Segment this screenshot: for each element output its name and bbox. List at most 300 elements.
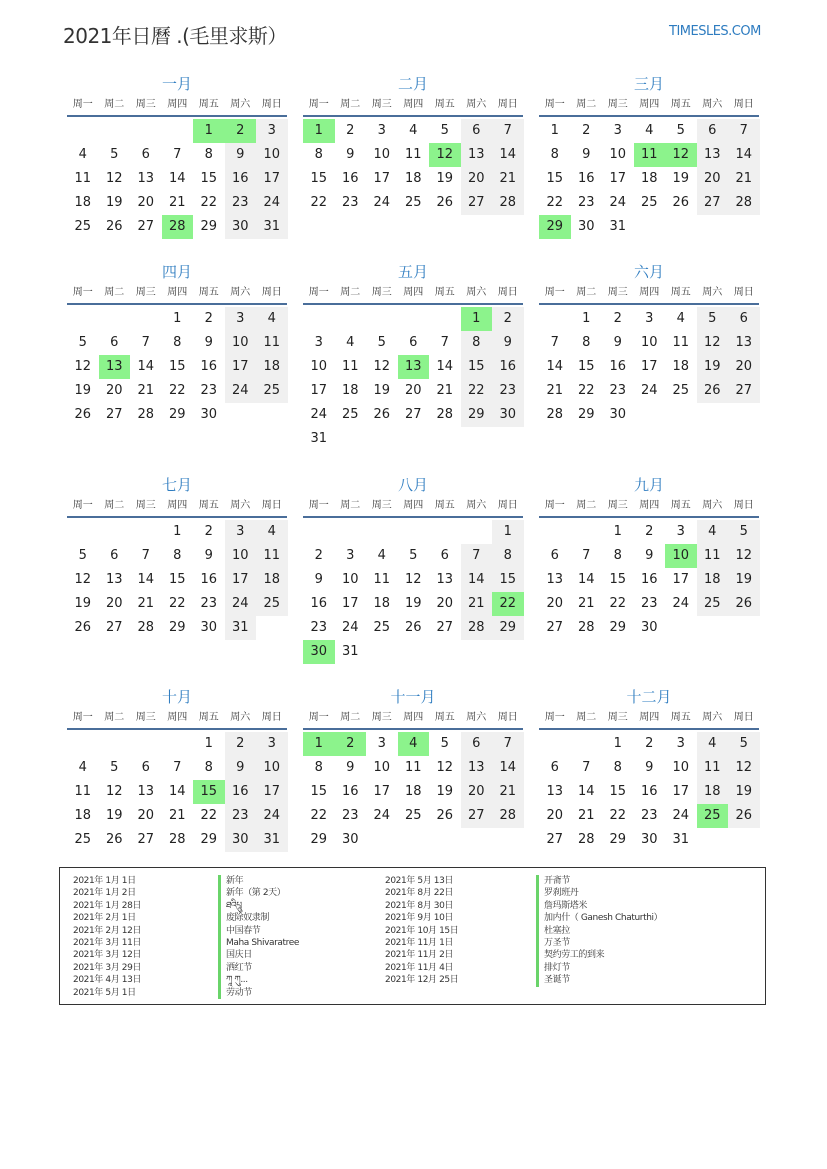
- day-cell[interactable]: 2: [225, 732, 257, 756]
- day-cell[interactable]: 4: [676, 311, 685, 326]
- day-cell[interactable]: 15: [200, 171, 218, 186]
- day-cell[interactable]: 12: [74, 572, 92, 587]
- day-cell[interactable]: 19: [74, 383, 92, 398]
- day-cell[interactable]: 30: [200, 407, 218, 422]
- day-cell[interactable]: 3: [377, 736, 386, 751]
- day-cell[interactable]: 13: [546, 572, 564, 587]
- day-cell[interactable]: 20: [546, 808, 564, 823]
- day-cell[interactable]: 28: [137, 620, 155, 635]
- holiday-day[interactable]: 15: [193, 780, 225, 804]
- day-cell[interactable]: 12: [74, 359, 92, 374]
- day-cell[interactable]: 19: [404, 596, 422, 611]
- day-cell[interactable]: 28: [137, 407, 155, 422]
- day-cell[interactable]: 14: [546, 359, 564, 374]
- day-cell[interactable]: 25: [404, 808, 422, 823]
- day-cell[interactable]: 7: [728, 119, 760, 143]
- day-cell[interactable]: 22: [310, 195, 328, 210]
- holiday-day[interactable]: 12: [429, 143, 461, 167]
- day-cell[interactable]: 6: [440, 548, 449, 563]
- day-cell[interactable]: 3: [377, 123, 386, 138]
- day-cell[interactable]: 18: [672, 359, 690, 374]
- day-cell[interactable]: 3: [676, 524, 685, 539]
- day-cell[interactable]: 5: [676, 123, 685, 138]
- day-cell[interactable]: 6: [461, 732, 493, 756]
- day-cell[interactable]: 18: [373, 596, 391, 611]
- day-cell[interactable]: 8: [461, 331, 493, 355]
- site-logo[interactable]: TIMESLES.COM: [669, 24, 761, 39]
- day-cell[interactable]: 23: [341, 195, 359, 210]
- day-cell[interactable]: 11: [74, 171, 92, 186]
- day-cell[interactable]: 8: [314, 147, 323, 162]
- day-cell[interactable]: 28: [436, 407, 454, 422]
- day-cell[interactable]: 31: [225, 616, 257, 640]
- holiday-day[interactable]: 1: [461, 307, 493, 331]
- day-cell[interactable]: 12: [728, 756, 760, 780]
- day-cell[interactable]: 25: [74, 832, 92, 847]
- day-cell[interactable]: 11: [256, 544, 288, 568]
- day-cell[interactable]: 29: [577, 407, 595, 422]
- day-cell[interactable]: 2: [613, 311, 622, 326]
- day-cell[interactable]: 14: [137, 359, 155, 374]
- day-cell[interactable]: 11: [697, 756, 729, 780]
- day-cell[interactable]: 9: [204, 335, 213, 350]
- day-cell[interactable]: 23: [341, 808, 359, 823]
- day-cell[interactable]: 22: [310, 808, 328, 823]
- day-cell[interactable]: 14: [137, 572, 155, 587]
- day-cell[interactable]: 7: [141, 335, 150, 350]
- day-cell[interactable]: 4: [78, 147, 87, 162]
- day-cell[interactable]: 21: [436, 383, 454, 398]
- day-cell[interactable]: 9: [225, 143, 257, 167]
- day-cell[interactable]: 27: [461, 804, 493, 828]
- day-cell[interactable]: 11: [256, 331, 288, 355]
- day-cell[interactable]: 10: [672, 760, 690, 775]
- day-cell[interactable]: 28: [492, 804, 524, 828]
- day-cell[interactable]: 19: [697, 355, 729, 379]
- day-cell[interactable]: 18: [404, 784, 422, 799]
- day-cell[interactable]: 29: [609, 832, 627, 847]
- day-cell[interactable]: 25: [74, 219, 92, 234]
- day-cell[interactable]: 30: [200, 620, 218, 635]
- day-cell[interactable]: 30: [577, 219, 595, 234]
- day-cell[interactable]: 2: [645, 524, 654, 539]
- day-cell[interactable]: 22: [546, 195, 564, 210]
- day-cell[interactable]: 7: [582, 548, 591, 563]
- day-cell[interactable]: 9: [492, 331, 524, 355]
- day-cell[interactable]: 4: [256, 307, 288, 331]
- day-cell[interactable]: 31: [341, 644, 359, 659]
- day-cell[interactable]: 16: [200, 572, 218, 587]
- day-cell[interactable]: 27: [105, 620, 123, 635]
- day-cell[interactable]: 26: [105, 219, 123, 234]
- day-cell[interactable]: 19: [672, 171, 690, 186]
- day-cell[interactable]: 30: [640, 620, 658, 635]
- day-cell[interactable]: 15: [492, 568, 524, 592]
- holiday-day[interactable]: 30: [303, 640, 335, 664]
- day-cell[interactable]: 22: [461, 379, 493, 403]
- day-cell[interactable]: 8: [550, 147, 559, 162]
- day-cell[interactable]: 17: [672, 784, 690, 799]
- day-cell[interactable]: 24: [225, 379, 257, 403]
- day-cell[interactable]: 12: [105, 784, 123, 799]
- day-cell[interactable]: 13: [137, 171, 155, 186]
- day-cell[interactable]: 27: [546, 620, 564, 635]
- day-cell[interactable]: 20: [436, 596, 454, 611]
- day-cell[interactable]: 8: [173, 548, 182, 563]
- day-cell[interactable]: 9: [314, 572, 323, 587]
- day-cell[interactable]: 25: [697, 592, 729, 616]
- day-cell[interactable]: 8: [492, 544, 524, 568]
- day-cell[interactable]: 27: [137, 832, 155, 847]
- day-cell[interactable]: 19: [436, 171, 454, 186]
- day-cell[interactable]: 9: [346, 147, 355, 162]
- day-cell[interactable]: 25: [341, 407, 359, 422]
- day-cell[interactable]: 2: [582, 123, 591, 138]
- day-cell[interactable]: 27: [105, 407, 123, 422]
- day-cell[interactable]: 26: [728, 804, 760, 828]
- day-cell[interactable]: 16: [492, 355, 524, 379]
- day-cell[interactable]: 19: [74, 596, 92, 611]
- day-cell[interactable]: 3: [225, 307, 257, 331]
- day-cell[interactable]: 2: [645, 736, 654, 751]
- day-cell[interactable]: 16: [341, 784, 359, 799]
- day-cell[interactable]: 30: [341, 832, 359, 847]
- day-cell[interactable]: 14: [168, 171, 186, 186]
- day-cell[interactable]: 30: [492, 403, 524, 427]
- day-cell[interactable]: 24: [672, 596, 690, 611]
- day-cell[interactable]: 21: [137, 383, 155, 398]
- day-cell[interactable]: 17: [256, 167, 288, 191]
- day-cell[interactable]: 10: [310, 359, 328, 374]
- day-cell[interactable]: 10: [609, 147, 627, 162]
- day-cell[interactable]: 16: [200, 359, 218, 374]
- day-cell[interactable]: 26: [436, 808, 454, 823]
- day-cell[interactable]: 29: [200, 832, 218, 847]
- day-cell[interactable]: 28: [577, 620, 595, 635]
- day-cell[interactable]: 17: [672, 572, 690, 587]
- holiday-day[interactable]: 10: [665, 544, 697, 568]
- day-cell[interactable]: 12: [105, 171, 123, 186]
- day-cell[interactable]: 23: [609, 383, 627, 398]
- day-cell[interactable]: 24: [341, 620, 359, 635]
- day-cell[interactable]: 22: [577, 383, 595, 398]
- day-cell[interactable]: 13: [137, 784, 155, 799]
- day-cell[interactable]: 7: [550, 335, 559, 350]
- day-cell[interactable]: 9: [645, 548, 654, 563]
- day-cell[interactable]: 18: [697, 780, 729, 804]
- day-cell[interactable]: 30: [225, 828, 257, 852]
- day-cell[interactable]: 1: [492, 520, 524, 544]
- day-cell[interactable]: 27: [546, 832, 564, 847]
- day-cell[interactable]: 17: [373, 784, 391, 799]
- day-cell[interactable]: 3: [613, 123, 622, 138]
- day-cell[interactable]: 26: [697, 379, 729, 403]
- day-cell[interactable]: 15: [168, 359, 186, 374]
- day-cell[interactable]: 26: [672, 195, 690, 210]
- day-cell[interactable]: 13: [105, 572, 123, 587]
- day-cell[interactable]: 2: [204, 311, 213, 326]
- day-cell[interactable]: 20: [105, 383, 123, 398]
- day-cell[interactable]: 1: [173, 524, 182, 539]
- day-cell[interactable]: 23: [200, 596, 218, 611]
- day-cell[interactable]: 7: [582, 760, 591, 775]
- day-cell[interactable]: 27: [436, 620, 454, 635]
- day-cell[interactable]: 9: [346, 760, 355, 775]
- day-cell[interactable]: 17: [640, 359, 658, 374]
- day-cell[interactable]: 16: [640, 572, 658, 587]
- day-cell[interactable]: 16: [577, 171, 595, 186]
- day-cell[interactable]: 13: [461, 143, 493, 167]
- day-cell[interactable]: 16: [640, 784, 658, 799]
- day-cell[interactable]: 10: [373, 147, 391, 162]
- day-cell[interactable]: 15: [168, 572, 186, 587]
- day-cell[interactable]: 28: [577, 832, 595, 847]
- day-cell[interactable]: 25: [640, 195, 658, 210]
- day-cell[interactable]: 26: [373, 407, 391, 422]
- day-cell[interactable]: 7: [440, 335, 449, 350]
- day-cell[interactable]: 30: [640, 832, 658, 847]
- day-cell[interactable]: 25: [256, 379, 288, 403]
- day-cell[interactable]: 10: [341, 572, 359, 587]
- day-cell[interactable]: 17: [609, 171, 627, 186]
- day-cell[interactable]: 6: [110, 335, 119, 350]
- day-cell[interactable]: 27: [728, 379, 760, 403]
- day-cell[interactable]: 11: [74, 784, 92, 799]
- day-cell[interactable]: 24: [672, 808, 690, 823]
- day-cell[interactable]: 1: [173, 311, 182, 326]
- day-cell[interactable]: 28: [461, 616, 493, 640]
- day-cell[interactable]: 4: [346, 335, 355, 350]
- day-cell[interactable]: 9: [613, 335, 622, 350]
- day-cell[interactable]: 25: [404, 195, 422, 210]
- day-cell[interactable]: 17: [373, 171, 391, 186]
- day-cell[interactable]: 11: [373, 572, 391, 587]
- day-cell[interactable]: 20: [461, 167, 493, 191]
- day-cell[interactable]: 2: [314, 548, 323, 563]
- day-cell[interactable]: 5: [110, 760, 119, 775]
- day-cell[interactable]: 23: [640, 596, 658, 611]
- day-cell[interactable]: 23: [310, 620, 328, 635]
- day-cell[interactable]: 5: [377, 335, 386, 350]
- day-cell[interactable]: 11: [404, 760, 422, 775]
- day-cell[interactable]: 20: [404, 383, 422, 398]
- day-cell[interactable]: 5: [728, 732, 760, 756]
- day-cell[interactable]: 17: [341, 596, 359, 611]
- day-cell[interactable]: 4: [409, 123, 418, 138]
- day-cell[interactable]: 6: [550, 548, 559, 563]
- day-cell[interactable]: 14: [492, 756, 524, 780]
- day-cell[interactable]: 2: [204, 524, 213, 539]
- day-cell[interactable]: 10: [225, 544, 257, 568]
- day-cell[interactable]: 8: [314, 760, 323, 775]
- day-cell[interactable]: 21: [137, 596, 155, 611]
- day-cell[interactable]: 24: [310, 407, 328, 422]
- day-cell[interactable]: 3: [676, 736, 685, 751]
- day-cell[interactable]: 14: [577, 572, 595, 587]
- day-cell[interactable]: 15: [609, 784, 627, 799]
- day-cell[interactable]: 23: [225, 804, 257, 828]
- day-cell[interactable]: 17: [256, 780, 288, 804]
- day-cell[interactable]: 12: [373, 359, 391, 374]
- day-cell[interactable]: 14: [728, 143, 760, 167]
- day-cell[interactable]: 10: [225, 331, 257, 355]
- day-cell[interactable]: 15: [546, 171, 564, 186]
- holiday-day[interactable]: 2: [225, 119, 257, 143]
- day-cell[interactable]: 5: [728, 520, 760, 544]
- day-cell[interactable]: 21: [492, 780, 524, 804]
- day-cell[interactable]: 24: [609, 195, 627, 210]
- day-cell[interactable]: 24: [256, 191, 288, 215]
- day-cell[interactable]: 11: [404, 147, 422, 162]
- day-cell[interactable]: 18: [404, 171, 422, 186]
- day-cell[interactable]: 26: [74, 407, 92, 422]
- day-cell[interactable]: 19: [436, 784, 454, 799]
- day-cell[interactable]: 3: [225, 520, 257, 544]
- day-cell[interactable]: 5: [78, 335, 87, 350]
- day-cell[interactable]: 2: [492, 307, 524, 331]
- holiday-day[interactable]: 29: [539, 215, 571, 239]
- day-cell[interactable]: 25: [373, 620, 391, 635]
- day-cell[interactable]: 7: [492, 119, 524, 143]
- day-cell[interactable]: 4: [78, 760, 87, 775]
- day-cell[interactable]: 22: [609, 808, 627, 823]
- day-cell[interactable]: 6: [141, 760, 150, 775]
- day-cell[interactable]: 18: [697, 568, 729, 592]
- day-cell[interactable]: 8: [204, 760, 213, 775]
- day-cell[interactable]: 15: [577, 359, 595, 374]
- day-cell[interactable]: 8: [582, 335, 591, 350]
- day-cell[interactable]: 30: [609, 407, 627, 422]
- day-cell[interactable]: 26: [105, 832, 123, 847]
- day-cell[interactable]: 4: [697, 520, 729, 544]
- day-cell[interactable]: 1: [582, 311, 591, 326]
- day-cell[interactable]: 18: [341, 383, 359, 398]
- day-cell[interactable]: 13: [728, 331, 760, 355]
- day-cell[interactable]: 20: [137, 808, 155, 823]
- day-cell[interactable]: 21: [546, 383, 564, 398]
- day-cell[interactable]: 18: [74, 808, 92, 823]
- day-cell[interactable]: 13: [461, 756, 493, 780]
- day-cell[interactable]: 4: [697, 732, 729, 756]
- day-cell[interactable]: 24: [225, 592, 257, 616]
- day-cell[interactable]: 3: [256, 732, 288, 756]
- day-cell[interactable]: 4: [377, 548, 386, 563]
- day-cell[interactable]: 1: [550, 123, 559, 138]
- day-cell[interactable]: 27: [404, 407, 422, 422]
- day-cell[interactable]: 23: [640, 808, 658, 823]
- day-cell[interactable]: 13: [697, 143, 729, 167]
- day-cell[interactable]: 28: [492, 191, 524, 215]
- day-cell[interactable]: 20: [728, 355, 760, 379]
- day-cell[interactable]: 6: [141, 147, 150, 162]
- day-cell[interactable]: 5: [409, 548, 418, 563]
- day-cell[interactable]: 14: [492, 143, 524, 167]
- day-cell[interactable]: 8: [613, 548, 622, 563]
- day-cell[interactable]: 16: [225, 780, 257, 804]
- day-cell[interactable]: 17: [310, 383, 328, 398]
- day-cell[interactable]: 22: [200, 195, 218, 210]
- day-cell[interactable]: 3: [346, 548, 355, 563]
- day-cell[interactable]: 12: [404, 572, 422, 587]
- day-cell[interactable]: 13: [436, 572, 454, 587]
- day-cell[interactable]: 20: [546, 596, 564, 611]
- day-cell[interactable]: 19: [373, 383, 391, 398]
- holiday-day[interactable]: 25: [697, 804, 729, 828]
- day-cell[interactable]: 10: [640, 335, 658, 350]
- day-cell[interactable]: 6: [697, 119, 729, 143]
- holiday-day[interactable]: 2: [335, 732, 367, 756]
- day-cell[interactable]: 21: [728, 167, 760, 191]
- day-cell[interactable]: 11: [341, 359, 359, 374]
- day-cell[interactable]: 5: [440, 123, 449, 138]
- day-cell[interactable]: 9: [645, 760, 654, 775]
- holiday-day[interactable]: 1: [303, 119, 335, 143]
- day-cell[interactable]: 23: [492, 379, 524, 403]
- day-cell[interactable]: 1: [204, 736, 213, 751]
- day-cell[interactable]: 24: [640, 383, 658, 398]
- day-cell[interactable]: 17: [225, 568, 257, 592]
- day-cell[interactable]: 21: [577, 808, 595, 823]
- day-cell[interactable]: 6: [550, 760, 559, 775]
- day-cell[interactable]: 21: [577, 596, 595, 611]
- day-cell[interactable]: 21: [492, 167, 524, 191]
- day-cell[interactable]: 29: [168, 620, 186, 635]
- day-cell[interactable]: 6: [110, 548, 119, 563]
- day-cell[interactable]: 29: [609, 620, 627, 635]
- holiday-day[interactable]: 1: [193, 119, 225, 143]
- day-cell[interactable]: 25: [672, 383, 690, 398]
- day-cell[interactable]: 26: [404, 620, 422, 635]
- day-cell[interactable]: 10: [256, 143, 288, 167]
- day-cell[interactable]: 7: [461, 544, 493, 568]
- day-cell[interactable]: 28: [546, 407, 564, 422]
- day-cell[interactable]: 12: [728, 544, 760, 568]
- day-cell[interactable]: 5: [697, 307, 729, 331]
- day-cell[interactable]: 10: [373, 760, 391, 775]
- day-cell[interactable]: 31: [310, 431, 328, 446]
- day-cell[interactable]: 24: [373, 195, 391, 210]
- day-cell[interactable]: 20: [137, 195, 155, 210]
- day-cell[interactable]: 21: [461, 592, 493, 616]
- day-cell[interactable]: 16: [609, 359, 627, 374]
- day-cell[interactable]: 21: [168, 195, 186, 210]
- day-cell[interactable]: 10: [256, 756, 288, 780]
- day-cell[interactable]: 1: [613, 736, 622, 751]
- day-cell[interactable]: 28: [168, 832, 186, 847]
- day-cell[interactable]: 7: [141, 548, 150, 563]
- day-cell[interactable]: 4: [645, 123, 654, 138]
- day-cell[interactable]: 21: [168, 808, 186, 823]
- day-cell[interactable]: 22: [609, 596, 627, 611]
- day-cell[interactable]: 5: [78, 548, 87, 563]
- day-cell[interactable]: 19: [105, 808, 123, 823]
- day-cell[interactable]: 14: [168, 784, 186, 799]
- day-cell[interactable]: 30: [225, 215, 257, 239]
- day-cell[interactable]: 6: [461, 119, 493, 143]
- day-cell[interactable]: 6: [728, 307, 760, 331]
- day-cell[interactable]: 26: [74, 620, 92, 635]
- day-cell[interactable]: 2: [346, 123, 355, 138]
- holiday-day[interactable]: 11: [634, 143, 666, 167]
- holiday-day[interactable]: 22: [492, 592, 524, 616]
- day-cell[interactable]: 15: [310, 784, 328, 799]
- day-cell[interactable]: 24: [256, 804, 288, 828]
- day-cell[interactable]: 23: [200, 383, 218, 398]
- day-cell[interactable]: 26: [728, 592, 760, 616]
- day-cell[interactable]: 1: [613, 524, 622, 539]
- day-cell[interactable]: 27: [137, 219, 155, 234]
- day-cell[interactable]: 12: [697, 331, 729, 355]
